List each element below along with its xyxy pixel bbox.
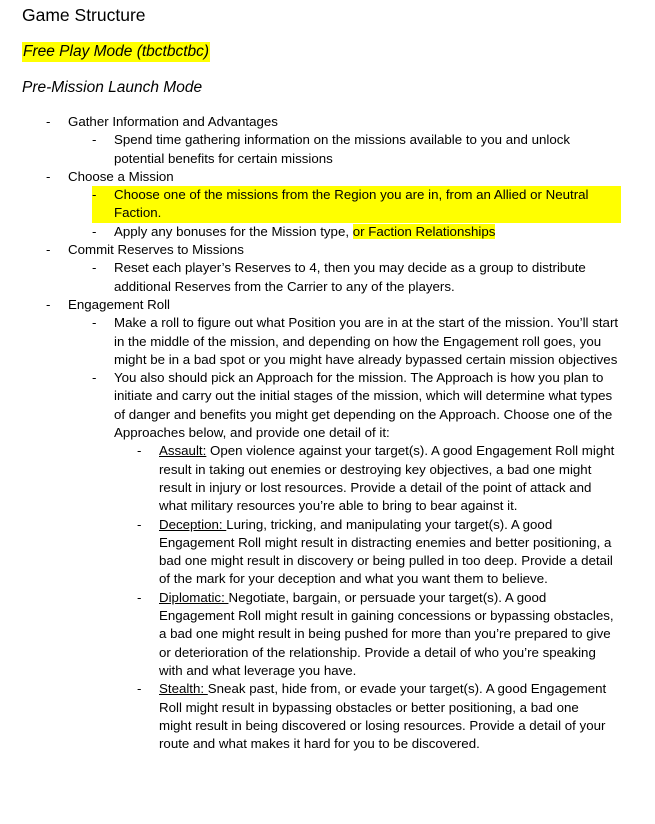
bullet-dash: - (46, 168, 51, 184)
list-item (0, 113, 655, 131)
bullet-dash: - (92, 260, 97, 276)
bullet-dash: - (137, 443, 142, 459)
bullet-dash: - (46, 296, 51, 312)
approach-name: Deception: (159, 516, 227, 532)
bullet-list (0, 113, 655, 753)
bullet-dash: - (137, 516, 142, 532)
item-label: Commit Reserves to Missions (68, 242, 244, 258)
approach-item (0, 589, 655, 680)
item-label: Gather Information and Advantages (68, 114, 278, 129)
sub-item-text: Spend time gathering information on the missions available to you and unlock potential benefits for certain missions (114, 132, 571, 166)
sub-item (0, 314, 655, 369)
bullet-dash: - (137, 681, 142, 697)
bullet-dash: - (92, 370, 97, 386)
bullet-dash: - (92, 187, 97, 203)
bullet-dash: - (92, 315, 97, 331)
highlighted-text: or Faction Relationships (352, 223, 496, 239)
approach-name: Stealth: (159, 681, 208, 697)
approach-name: Diplomatic: (159, 589, 229, 605)
approach-item (0, 516, 655, 589)
list-item (0, 296, 655, 314)
submode-heading: Pre-Mission Launch Mode (22, 79, 203, 96)
sub-item (0, 223, 655, 241)
item-label: Engagement Roll (68, 296, 171, 312)
sub-item-text: Apply any bonuses for the Mission type, (114, 223, 353, 239)
approach-text: Luring, tricking, and manipulating your target(s). A good Engagement Roll might result in distracting enemies and better positioning, a bad one might result in discovery or being pulled in too deep. Provide a detail of the mark for your deception and what you want them to believe. (159, 516, 613, 587)
bullet-dash: - (92, 132, 97, 148)
bullet-dash: - (92, 223, 97, 239)
sub-item-text: Choose one of the missions from the Region you are in, from an Allied or Neutral Faction. (114, 187, 589, 221)
approach-text: Open violence against your target(s). A good Engagement Roll might result in taking out enemies or destroying key objectives, a bad one might result in injury or lost resources. Provide a detail of the point of attack and what military resources you’re able to bring to bear against it. (159, 443, 615, 514)
approach-item (0, 442, 655, 515)
doc-title: Game Structure (22, 5, 146, 25)
bullet-dash: - (137, 589, 142, 605)
item-label: Choose a Mission (68, 168, 174, 184)
list-item (0, 241, 655, 259)
sub-item-highlighted (92, 186, 621, 223)
sub-item-text: Make a roll to figure out what Position you are in at the start of the mission. You’ll start in the middle of the mission, and depending on how the Engagement roll goes, you might be in a bad spot or you might have already bypassed certain mission objectives (114, 315, 619, 367)
approach-text: Sneak past, hide from, or evade your target(s). A good Engagement Roll might result in bypassing obstacles or better positioning, a bad one might result in being discovered or losing resources. Provide a detail of your route and what makes it hard for you to be discovered. (159, 681, 607, 752)
sub-item (0, 131, 655, 168)
sub-item-text: Reset each player’s Reserves to 4, then you may decide as a group to distribute additional Reserves from the Carrier to any of the players. (114, 260, 586, 294)
sub-item (0, 259, 655, 296)
bullet-dash: - (46, 114, 51, 129)
approach-item (0, 680, 655, 753)
approach-name: Assault: (159, 443, 207, 459)
bullet-dash: - (46, 242, 51, 258)
list-item (0, 168, 655, 186)
mode-heading: Free Play Mode (tbctbctbc) (23, 43, 210, 60)
sub-item (0, 369, 655, 442)
sub-item-text: You also should pick an Approach for the mission. The Approach is how you plan to initiate and carry out the initial stages of the mission, which will determine what types of danger and benefits you might get depending on the Approach. Choose one of the Approaches below, and provide one detail of it: (114, 370, 613, 441)
approach-text: Negotiate, bargain, or persuade your target(s). A good Engagement Roll might result in gaining concessions or bypassing obstacles, a bad one might result in being pushed for more than you’re prepared to give or deterioration of the relationship. Provide a detail of who you’re speaking with and what leverage you have. (159, 589, 614, 678)
